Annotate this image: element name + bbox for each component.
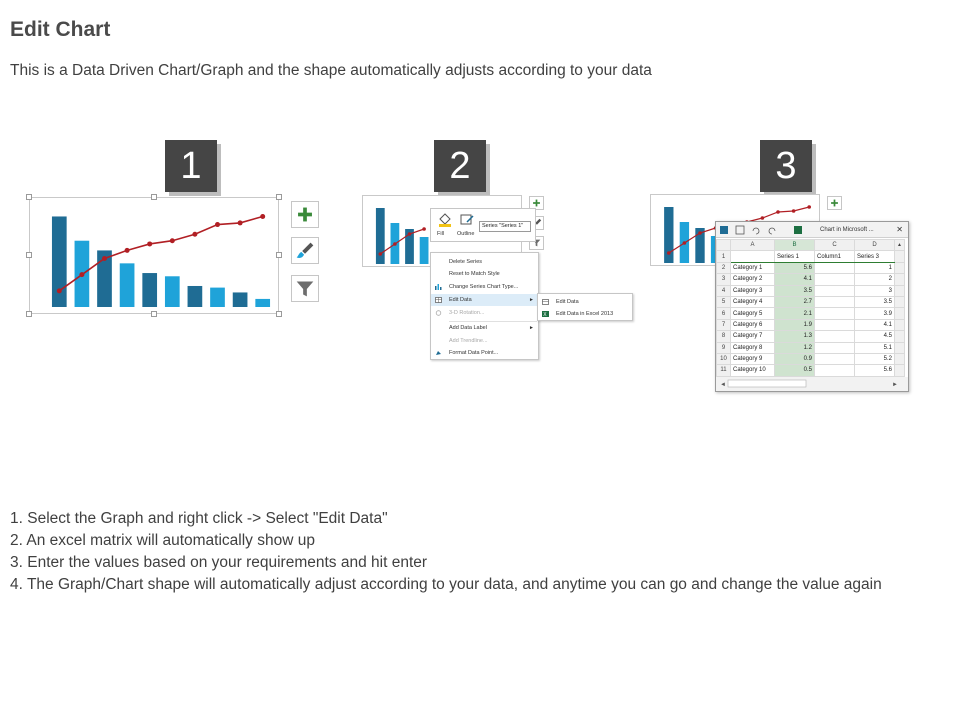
pen-icon [459, 213, 475, 227]
cell[interactable]: 3.9 [855, 308, 895, 319]
line-point-3[interactable] [102, 256, 107, 261]
cell[interactable] [815, 308, 855, 319]
table-row [717, 308, 905, 319]
menu-item-add-trendline[interactable] [431, 335, 538, 347]
resize-handle[interactable] [276, 311, 282, 317]
menu-item-3d-rotation[interactable] [431, 307, 538, 319]
svg-text:◄: ◄ [720, 382, 726, 388]
column-header[interactable]: B [775, 240, 815, 251]
line-point-4[interactable] [422, 227, 426, 231]
step-badge-2: 2 [434, 140, 486, 192]
cell[interactable] [815, 331, 855, 342]
cell[interactable]: Category 4 [731, 296, 775, 307]
menu-item-label: Add Data Label [449, 325, 487, 331]
line-point-2[interactable] [79, 272, 84, 277]
cell[interactable]: 0.9 [775, 353, 815, 364]
line-point-6[interactable] [170, 238, 175, 243]
vertical-scrollbar[interactable] [895, 274, 905, 285]
vertical-scrollbar[interactable] [895, 285, 905, 296]
bar-4[interactable] [120, 263, 135, 307]
line-point-1[interactable] [667, 251, 671, 255]
line-point-5[interactable] [147, 241, 152, 246]
cell[interactable] [815, 342, 855, 353]
line-point-3[interactable] [698, 231, 702, 235]
column-header[interactable]: D [855, 240, 895, 251]
menu-item-label: Edit Data [449, 297, 472, 303]
line-point-9[interactable] [792, 209, 796, 213]
bar-6[interactable] [165, 276, 180, 307]
cell[interactable]: 1.3 [775, 331, 815, 342]
cell[interactable]: 5.2 [855, 353, 895, 364]
cell[interactable]: 1.9 [775, 319, 815, 330]
vertical-scrollbar[interactable] [895, 342, 905, 353]
chart-icon [720, 226, 728, 234]
line-point-9[interactable] [238, 220, 243, 225]
vertical-scrollbar[interactable] [895, 251, 905, 262]
outline-button[interactable] [459, 213, 475, 227]
svg-text:X: X [543, 312, 547, 317]
cell[interactable]: Category 7 [731, 331, 775, 342]
cell[interactable] [731, 251, 775, 262]
submenu-item-edit-in-excel[interactable] [538, 308, 632, 320]
line-point-8[interactable] [215, 222, 220, 227]
line-point-1[interactable] [57, 288, 62, 293]
menu-item-label: Edit Data in Excel 2013 [556, 311, 614, 317]
cell[interactable]: Column1 [815, 251, 855, 262]
context-menu [430, 252, 539, 360]
menu-item-label: Reset to Match Style [449, 271, 500, 277]
excel-data-window [715, 221, 909, 392]
cell[interactable]: Category 2 [731, 274, 775, 285]
line-point-8[interactable] [776, 210, 780, 214]
line-point-1[interactable] [379, 252, 383, 256]
horizontal-scrollbar[interactable] [716, 377, 909, 392]
line-point-2[interactable] [683, 241, 687, 245]
cell[interactable]: 4.1 [775, 274, 815, 285]
page-subtitle: This is a Data Driven Chart/Graph and the shape automatically adjusts according to your data [10, 62, 652, 79]
line-point-10[interactable] [260, 214, 265, 219]
table-row [717, 274, 905, 285]
line-point-7[interactable] [192, 232, 197, 237]
row-header[interactable]: 7 [717, 319, 731, 330]
instruction-2: 2. An excel matrix will automatically show up [10, 532, 315, 549]
line-point-2[interactable] [393, 242, 397, 246]
series-line[interactable] [59, 216, 262, 290]
bar-line-chart[interactable] [30, 198, 280, 315]
format-mini-toolbar [430, 208, 536, 242]
svg-text:►: ► [892, 382, 898, 388]
chart-filters-button[interactable] [291, 275, 319, 302]
cell[interactable]: Category 3 [731, 285, 775, 296]
table-row [717, 285, 905, 296]
submenu-item-edit-data[interactable] [538, 296, 632, 308]
resize-handle[interactable] [26, 194, 32, 200]
vertical-scrollbar[interactable] [895, 331, 905, 342]
cell[interactable]: 2 [855, 274, 895, 285]
close-icon[interactable]: ✕ [896, 225, 903, 234]
cell[interactable]: 5.6 [855, 365, 895, 376]
cell[interactable]: Category 8 [731, 342, 775, 353]
bar-7[interactable] [188, 286, 203, 307]
cell[interactable]: 4.1 [855, 319, 895, 330]
resize-handle[interactable] [276, 194, 282, 200]
line-point-7[interactable] [761, 216, 765, 220]
sheet-window-title: Chart in Microsoft ... [820, 227, 874, 233]
chart-elements-button[interactable] [291, 201, 319, 228]
menu-item-label: Change Series Chart Type... [449, 284, 519, 290]
row-header[interactable]: 8 [717, 331, 731, 342]
cell[interactable]: Series 1 [775, 251, 815, 262]
row-header[interactable]: 10 [717, 353, 731, 364]
row-header[interactable]: 3 [717, 274, 731, 285]
redo-icon [769, 228, 775, 234]
resize-handle[interactable] [26, 311, 32, 317]
submenu-arrow-icon: ► [529, 325, 534, 331]
menu-item-label: 3-D Rotation... [449, 310, 485, 316]
cell[interactable]: 4.5 [855, 331, 895, 342]
bar-8[interactable] [210, 288, 225, 307]
resize-handle[interactable] [26, 252, 32, 258]
table-row [717, 365, 905, 376]
vertical-scrollbar[interactable] [895, 296, 905, 307]
corner-cell[interactable] [717, 240, 731, 251]
step-badge-1: 1 [165, 140, 217, 192]
series-select[interactable]: Series "Series 1" [479, 221, 531, 232]
cell[interactable]: 1 [855, 262, 895, 273]
table-row [717, 342, 905, 353]
table-icon [435, 297, 442, 303]
column-header[interactable]: C [815, 240, 855, 251]
filter-icon [292, 276, 318, 301]
cell[interactable] [815, 262, 855, 273]
menu-item-label: Add Trendline... [449, 338, 488, 344]
cell[interactable]: 0.5 [775, 365, 815, 376]
excel-icon [794, 226, 802, 234]
cell[interactable]: 5.6 [775, 262, 815, 273]
excel-icon [542, 311, 549, 317]
fill-button[interactable] [437, 213, 453, 227]
brush-icon [292, 238, 318, 263]
instruction-3: 3. Enter the values based on your requirements and hit enter [10, 554, 428, 571]
menu-item-label: Format Data Point... [449, 350, 499, 356]
resize-handle[interactable] [151, 311, 157, 317]
cell[interactable]: Category 6 [731, 319, 775, 330]
outline-label: Outline [457, 231, 475, 237]
cell[interactable]: 2.7 [775, 296, 815, 307]
row-header[interactable]: 1 [717, 251, 731, 262]
undo-icon [753, 228, 759, 234]
menu-item-label: Edit Data [556, 299, 579, 305]
menu-item-format-data-point[interactable] [431, 347, 538, 359]
table-row [717, 296, 905, 307]
sheet-toolbar [716, 222, 908, 238]
rotate-icon [435, 310, 442, 316]
fill-label: Fill [437, 231, 445, 237]
paint-bucket-icon [437, 213, 453, 227]
cell[interactable]: Category 10 [731, 365, 775, 376]
plus-icon [828, 197, 841, 209]
bar-1[interactable] [52, 216, 67, 307]
row-header[interactable]: 6 [717, 308, 731, 319]
save-icon [736, 226, 744, 234]
table-row [717, 331, 905, 342]
quick-access-toolbar [720, 225, 820, 235]
row-header[interactable]: 9 [717, 342, 731, 353]
instruction-1: 1. Select the Graph and right click -> Select "Edit Data" [10, 510, 388, 527]
spreadsheet-grid[interactable] [716, 239, 905, 377]
table-row [717, 262, 905, 273]
column-header[interactable]: A [731, 240, 775, 251]
reset-icon [435, 271, 442, 277]
line-point-10[interactable] [807, 205, 811, 209]
line-point-4[interactable] [125, 248, 130, 253]
menu-item-delete-series[interactable] [431, 256, 538, 268]
bar-5[interactable] [142, 273, 157, 307]
resize-handle[interactable] [151, 194, 157, 200]
menu-item-add-data-label[interactable] [431, 322, 538, 334]
cell[interactable] [815, 285, 855, 296]
cell[interactable]: Category 9 [731, 353, 775, 364]
menu-item-edit-data[interactable] [431, 294, 538, 306]
chart-elements-button[interactable] [827, 196, 842, 210]
series-line[interactable] [380, 229, 424, 254]
table-row [717, 319, 905, 330]
vertical-scrollbar[interactable] [895, 262, 905, 273]
format-icon [435, 350, 442, 356]
menu-item-label: Delete Series [449, 259, 483, 265]
vertical-scrollbar[interactable] [895, 365, 905, 376]
cell[interactable]: Series 3 [855, 251, 895, 262]
cell[interactable]: 3.5 [855, 296, 895, 307]
step-badge-3: 3 [760, 140, 812, 192]
bar-10[interactable] [255, 299, 270, 307]
vertical-scrollbar[interactable] [895, 353, 905, 364]
row-header[interactable]: 11 [717, 365, 731, 376]
menu-item-reset-style[interactable] [431, 268, 538, 280]
cell[interactable] [815, 365, 855, 376]
cell[interactable]: Category 5 [731, 308, 775, 319]
cell[interactable]: 3 [855, 285, 895, 296]
cell[interactable] [815, 274, 855, 285]
plus-icon [292, 202, 318, 227]
cell[interactable] [815, 353, 855, 364]
cell[interactable] [815, 296, 855, 307]
bar-chart-icon [435, 284, 442, 290]
bar-9[interactable] [233, 292, 248, 307]
table-row [717, 251, 905, 262]
bar-4[interactable] [420, 237, 429, 264]
table-icon [542, 299, 549, 305]
row-header[interactable]: 4 [717, 285, 731, 296]
cell[interactable]: Category 1 [731, 262, 775, 273]
page-title: Edit Chart [10, 18, 111, 41]
menu-item-change-chart-type[interactable] [431, 281, 538, 293]
cell[interactable]: 5.1 [855, 342, 895, 353]
vertical-scrollbar[interactable] [895, 308, 905, 319]
instruction-4: 4. The Graph/Chart shape will automatically adjust according to your data, and anytime you can go and change the value again [10, 576, 882, 593]
cell[interactable]: 2.1 [775, 308, 815, 319]
chart-panel-1[interactable] [29, 197, 279, 314]
column-header-row [717, 240, 905, 251]
cell[interactable] [815, 319, 855, 330]
table-row [717, 353, 905, 364]
edit-data-submenu [537, 293, 633, 321]
resize-handle[interactable] [276, 252, 282, 258]
instructions-list [10, 508, 940, 596]
scrollbar-up[interactable]: ▲ [895, 240, 905, 251]
cell[interactable]: 3.5 [775, 285, 815, 296]
row-header[interactable]: 5 [717, 296, 731, 307]
cell[interactable]: 1.2 [775, 342, 815, 353]
row-header[interactable]: 2 [717, 262, 731, 273]
vertical-scrollbar[interactable] [895, 319, 905, 330]
line-point-3[interactable] [408, 232, 412, 236]
submenu-arrow-icon: ► [529, 297, 534, 303]
chart-styles-button[interactable] [291, 237, 319, 264]
